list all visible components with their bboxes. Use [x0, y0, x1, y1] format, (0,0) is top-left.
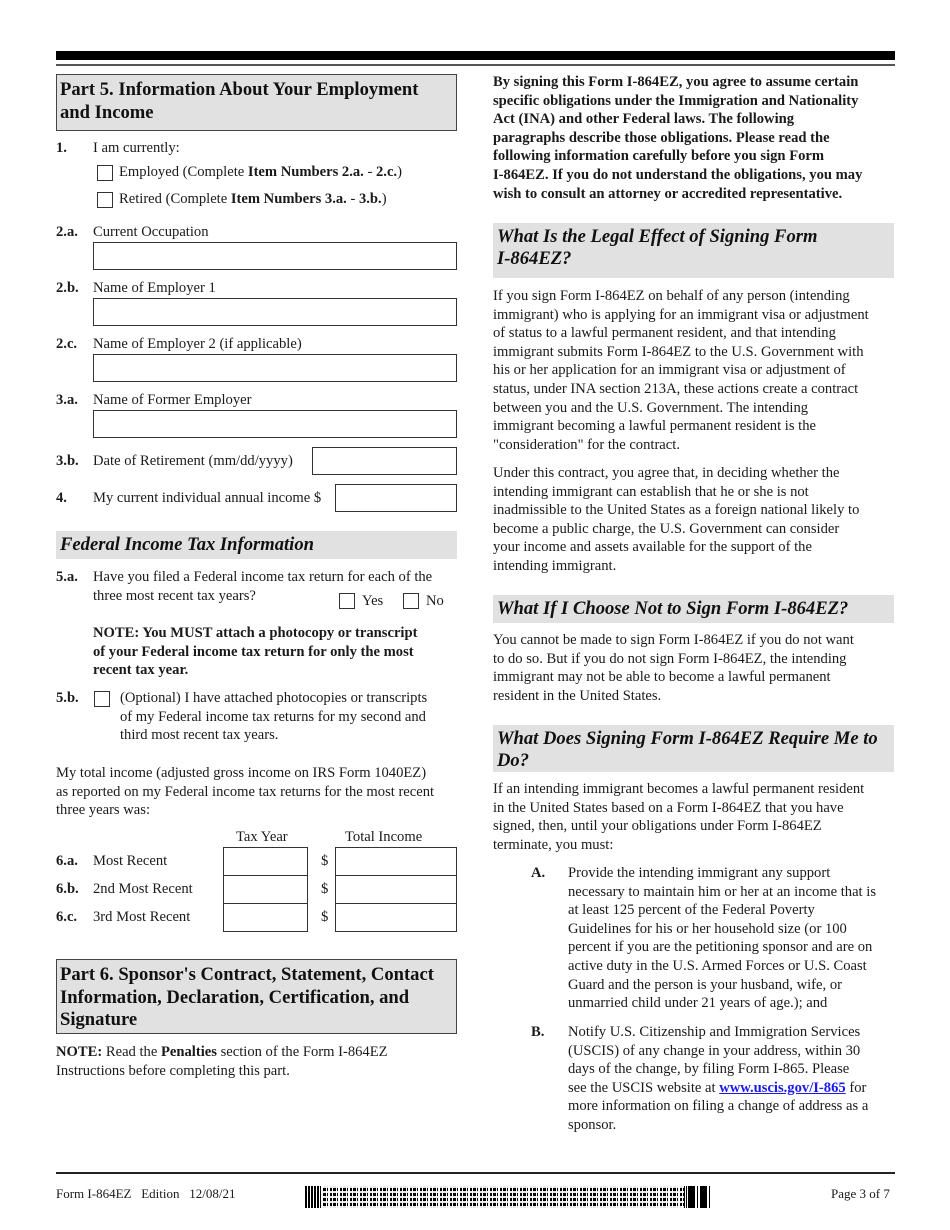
tax-filed-yes-checkbox[interactable] — [339, 593, 355, 609]
second-most-recent-tax-year-field[interactable] — [223, 875, 308, 904]
retired-checkbox[interactable] — [97, 192, 113, 208]
total-income-intro: My total income (adjusted gross income on IRS Form 1040EZ) as reported on my Federal income tax returns for the most recent three years was: — [56, 765, 435, 819]
employed-checkbox[interactable] — [97, 165, 113, 181]
require-header: What Does Signing Form I-864EZ Require Me to Do? — [493, 725, 894, 772]
legal-effect-paragraph-2: Under this contract, you agree that, in deciding whether the intending immigrant can establish that he or she is not inadmissible to the United States as a foreign national likely to become a public charge, the U.S. Government can consider your income and assets available for the support of the intending immigrant. — [493, 465, 860, 574]
most-recent-tax-year-field[interactable] — [223, 847, 308, 876]
item-a-text: Provide the intending immigrant any support necessary to maintain him or her at an income that is at least 125 percent of the Federal Poverty Guidelines for his or her household size (or 100 percent if you are the petitioning sponsor and are on active duty in the U.S. Armed Forces or U.S. Coast Guard and the person is your husband, wife, or unmarried child under 21 years of age.); and — [568, 865, 876, 1012]
tax-year-column-header: Tax Year — [236, 829, 288, 845]
employer2-label: Name of Employer 2 (if applicable) — [93, 336, 302, 352]
federal-income-tax-header: Federal Income Tax Information — [56, 531, 457, 559]
part6-note: NOTE: Read the Penalties section of the Form I-864EZ Instructions before completing this part. — [56, 1044, 388, 1079]
tax-filed-yes-label: Yes — [362, 593, 384, 609]
current-occupation-field[interactable] — [93, 242, 457, 270]
item-6c-number: 6.c. — [56, 909, 78, 925]
item-2a-number: 2.a. — [56, 224, 78, 240]
tax-filed-no-label: No — [426, 593, 444, 609]
part5-title-line2: and Income — [60, 101, 154, 123]
item-6b-number: 6.b. — [56, 881, 79, 897]
third-most-recent-tax-year-field[interactable] — [223, 903, 308, 932]
current-occupation-label: Current Occupation — [93, 224, 209, 240]
second-most-recent-income-field[interactable] — [335, 875, 457, 904]
item-3a-number: 3.a. — [56, 392, 78, 408]
not-sign-header: What If I Choose Not to Sign Form I-864EZ? — [493, 595, 894, 623]
require-paragraph: If an intending immigrant becomes a lawful permanent resident in the United States based on a Form I-864EZ that you have signed, then, until your obligations under Form I-864EZ terminate, you must: — [493, 781, 865, 853]
item-5a-number: 5.a. — [56, 569, 78, 585]
retirement-date-label: Date of Retirement (mm/dd/yyyy) — [93, 453, 293, 469]
retirement-date-field[interactable] — [312, 447, 457, 475]
item-2c-number: 2.c. — [56, 336, 78, 352]
item-a-label: A. — [531, 865, 546, 881]
item-4-number: 4. — [56, 490, 67, 506]
annual-income-field[interactable] — [335, 484, 457, 512]
item-6a-number: 6.a. — [56, 853, 78, 869]
item-2b-number: 2.b. — [56, 280, 79, 296]
page-number: Page 3 of 7 — [831, 1186, 890, 1201]
dollar-sign: $ — [321, 909, 329, 925]
form-edition: Form I-864EZ Edition 12/08/21 — [56, 1186, 236, 1201]
part5-title-line1: Part 5. Information About Your Employment — [60, 79, 419, 100]
employed-option-label: Employed (Complete Item Numbers 2.a. - 2.c.) — [119, 164, 402, 180]
signing-intro-paragraph: By signing this Form I-864EZ, you agree to assume certain specific obligations under the Immigration and Nationality Act (INA) and other Federal laws. The following paragraphs describe those obligations. Please read the following information carefully before you sign Form I-864EZ. If you do not understand the obligations, you may wish to consult an attorney or accredited representative. — [493, 74, 863, 202]
optional-attached-checkbox[interactable] — [94, 691, 110, 707]
second-most-recent-label: 2nd Most Recent — [93, 881, 193, 897]
employer1-label: Name of Employer 1 — [93, 280, 216, 296]
footer-rule — [56, 1172, 895, 1174]
uscis-i865-link[interactable]: www.uscis.gov/I-865 — [719, 1079, 846, 1096]
third-most-recent-income-field[interactable] — [335, 903, 457, 932]
part5-header — [56, 74, 457, 131]
part6-title-line2: Information, Declaration, Certification, and — [60, 986, 410, 1008]
tax-return-note: NOTE: You MUST attach a photocopy or transcript of your Federal income tax return for only the most recent tax year. — [93, 625, 418, 679]
barcode-icon — [305, 1186, 712, 1208]
not-sign-paragraph: You cannot be made to sign Form I-864EZ if you do not want to do so. But if you do not sign Form I-864EZ, the intending immigrant may not be able to become a lawful permanent resident in the United States. — [493, 632, 854, 704]
legal-effect-header: What Is the Legal Effect of Signing Form I-864EZ? — [493, 223, 894, 278]
item-5b-number: 5.b. — [56, 690, 79, 706]
part6-title-line1: Part 6. Sponsor's Contract, Statement, Contact — [60, 964, 434, 985]
item-1-number: 1. — [56, 140, 67, 156]
former-employer-label: Name of Former Employer — [93, 392, 252, 408]
employer1-field[interactable] — [93, 298, 457, 326]
item-1-label: I am currently: — [93, 140, 180, 156]
most-recent-income-field[interactable] — [335, 847, 457, 876]
most-recent-label: Most Recent — [93, 853, 168, 869]
part6-header — [56, 959, 457, 1034]
legal-effect-paragraph-1: If you sign Form I-864EZ on behalf of any person (intending immigrant) who is applying for an immigrant visa or adjustment of status to a lawful permanent resident, and that intending immigrant submits Form I-864EZ to the U.S. Government with his or her application for an immigrant visa or adjustment of status, under INA section 213A, these actions create a contract between you and the U.S. Government. The intending immigrant becoming a lawful permanent resident is the "consideration" for the contract. — [493, 288, 869, 453]
part6-title-line3: Signature — [60, 1009, 138, 1030]
item-5b-text: (Optional) I have attached photocopies or transcripts of my Federal income tax returns for my second and third most recent tax years. — [120, 690, 428, 744]
dollar-sign: $ — [321, 881, 329, 897]
top-rule-thin — [56, 64, 895, 66]
item-5a-question-line2: three most recent tax years? — [93, 588, 256, 604]
total-income-column-header: Total Income — [345, 829, 423, 845]
employer2-field[interactable] — [93, 354, 457, 382]
top-rule-thick — [56, 51, 895, 60]
third-most-recent-label: 3rd Most Recent — [93, 909, 191, 925]
item-b-text: Notify U.S. Citizenship and Immigration Services (USCIS) of any change in your address, within 30 days of the change, by filing Form I-865. Please see the USCIS website at www.uscis.gov/I-865 for more information on filing a change of address as a sponsor. — [568, 1024, 869, 1133]
item-5a-question-line1: Have you filed a Federal income tax return for each of the — [93, 569, 433, 585]
item-b-label: B. — [531, 1024, 545, 1040]
item-3b-number: 3.b. — [56, 453, 79, 469]
tax-filed-no-checkbox[interactable] — [403, 593, 419, 609]
annual-income-label: My current individual annual income $ — [93, 490, 322, 506]
retired-option-label: Retired (Complete Item Numbers 3.a. - 3.b.) — [119, 191, 387, 207]
former-employer-field[interactable] — [93, 410, 457, 438]
dollar-sign: $ — [321, 853, 329, 869]
